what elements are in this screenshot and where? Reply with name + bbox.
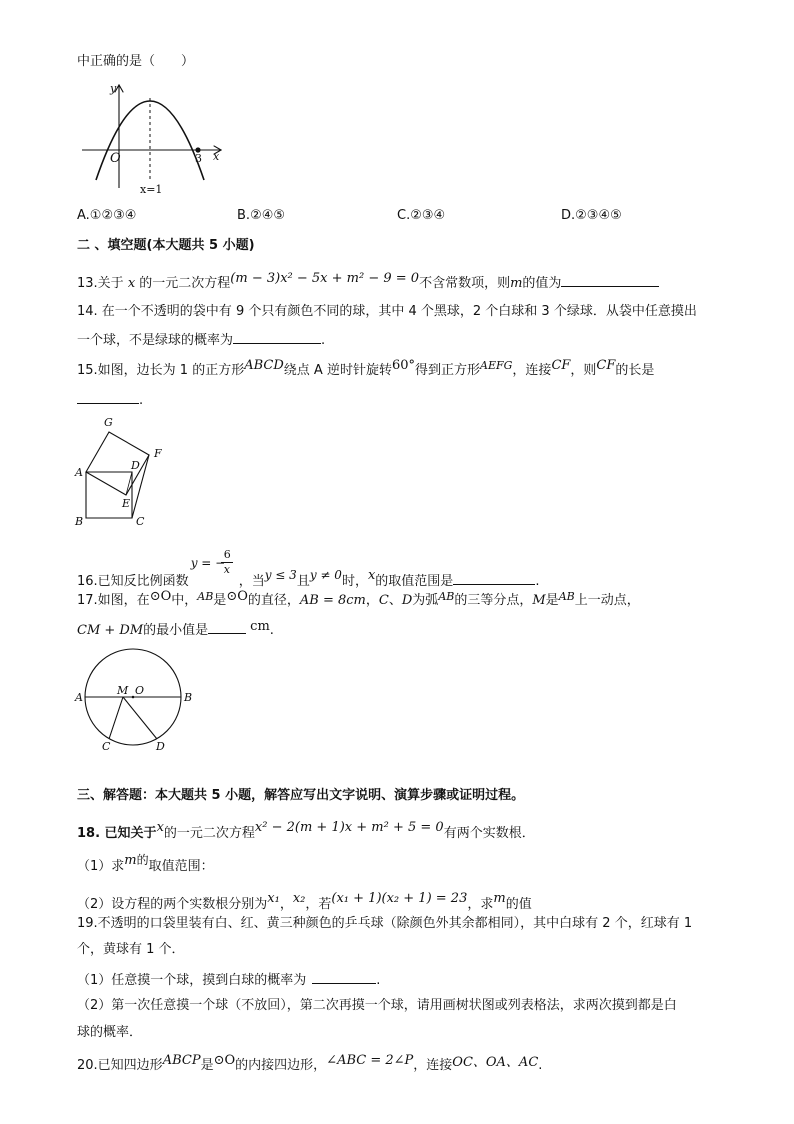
q19-end: . — [376, 973, 381, 988]
q18-text: 的一元二次方程 — [163, 826, 255, 841]
q17-ab: AB — [438, 590, 455, 603]
q18-sub2 — [77, 891, 532, 914]
q16-var-x: x — [367, 568, 376, 583]
label-c: C — [136, 515, 145, 528]
q18-text: （1）求 — [77, 859, 125, 874]
q17-text: 上一动点， — [574, 593, 640, 608]
q17-circle-figure — [72, 640, 202, 755]
q15-square-abcd: ABCD — [244, 358, 284, 373]
q16-text: 且 — [296, 574, 310, 589]
q15-answer-line — [77, 390, 143, 410]
q16-text: ，当 — [238, 574, 265, 589]
q18-var-m: m — [493, 891, 506, 906]
label-a: A — [75, 466, 83, 479]
option-key: D. — [561, 208, 576, 223]
q14-answer-blank[interactable] — [233, 330, 321, 344]
q17-length: AB = 8cm — [299, 593, 366, 608]
q13-var-m: m — [510, 276, 523, 291]
label-m: M — [117, 684, 129, 697]
q13-equation: (m − 3)x² − 5x + m² − 9 = 0 — [230, 271, 420, 286]
q19-sub2-line1: （2）第一次任意摸一个球（不放回），第二次再摸一个球，请用画树状图或列表格法，求两次摸到都是白 — [77, 998, 677, 1013]
q16-stem — [77, 548, 540, 591]
label-a: A — [75, 691, 83, 704]
q13-text: 的值为 — [522, 276, 562, 291]
option-text: ②③④⑤ — [575, 208, 622, 223]
q15-text: 绕点 A 逆时针旋转 — [283, 363, 392, 378]
q12-stem-tail: 中正确的是（ ） — [77, 54, 195, 69]
q15-text: 得到正方形 — [415, 363, 481, 378]
q18-stem — [77, 820, 535, 843]
label-d: D — [156, 740, 165, 753]
q15-segment-cf: CF — [551, 358, 571, 373]
q12-option-b — [237, 207, 285, 225]
q15-text: 的长是 — [615, 363, 655, 378]
segment-md — [123, 697, 157, 739]
q12-option-c — [397, 207, 445, 225]
q19-answer-blank[interactable] — [312, 970, 376, 984]
q18-sub1 — [77, 853, 214, 876]
q15-end: . — [139, 393, 144, 408]
label-y: y — [110, 82, 117, 95]
q17-text: 是 — [213, 593, 227, 608]
q20-condition: ∠ABC = 2∠P — [326, 1053, 414, 1068]
q16-text: 的取值范围是 — [375, 574, 454, 589]
q12-option-a — [77, 207, 136, 225]
q18-text: 的值 — [505, 897, 532, 912]
q17-text: 17.如图，在 — [77, 593, 150, 608]
q14-text: 一个球，不是绿球的概率为 — [77, 333, 234, 348]
q18-text: 有两个实数根． — [443, 826, 535, 841]
q18-equation: x² − 2(m + 1)x + m² + 5 = 0 — [254, 820, 444, 835]
label-origin: O — [110, 151, 121, 166]
q17-circle: ⊙O — [149, 589, 172, 604]
q17-text: 的最小值是 — [143, 623, 209, 638]
q20-text: 的内接四边形， — [235, 1058, 327, 1073]
q18-root-x1: x₁ — [267, 891, 280, 906]
q17-stem-line1 — [77, 589, 640, 610]
label-o: O — [135, 684, 145, 697]
q13-text: 不含常数项，则 — [419, 276, 511, 291]
q18-text: ，求 — [467, 897, 494, 912]
segment-dc-detail — [126, 472, 132, 495]
q19-line1: 19.不透明的口袋里装有白、红、黄三种颜色的乒乓球（除颜色外其余都相同），其中白球有 2 个，红球有 1 — [77, 916, 693, 931]
q16-condition2: y ≠ 0 — [309, 568, 342, 582]
center-dot — [132, 696, 135, 699]
q17-point-c: C — [378, 593, 389, 608]
q15-text: ，连接 — [512, 363, 552, 378]
q14-line2 — [77, 330, 325, 350]
label-c: C — [102, 740, 111, 753]
q17-text: 是 — [545, 593, 559, 608]
q12-option-d — [561, 207, 622, 225]
q17-stem-line2 — [77, 620, 274, 640]
option-text: ①②③④ — [89, 208, 137, 223]
q18-root-x2: x₂ — [292, 891, 306, 906]
q16-numerator: 6 — [223, 548, 231, 561]
q16-func-lhs: y = − — [190, 556, 226, 570]
label-f: F — [154, 447, 162, 460]
q18-text: （2）设方程的两个实数根分别为 — [77, 897, 268, 912]
option-key: B. — [237, 208, 251, 223]
q20-text: ，连接 — [413, 1058, 453, 1073]
option-text: ②③④ — [410, 208, 446, 223]
section-heading-fill-in: 二 、填空题(本大题共 5 小题) — [77, 238, 255, 253]
q15-square-figure — [72, 412, 172, 530]
label-e: E — [122, 497, 131, 510]
q18-text: ，若 — [305, 897, 332, 912]
q17-end: . — [269, 623, 274, 638]
q17-point-m: M — [532, 593, 546, 608]
q17-text: ， — [365, 593, 379, 608]
label-b: B — [75, 515, 84, 528]
q20-text: 是 — [200, 1058, 214, 1073]
q13-stem — [77, 273, 659, 293]
q17-ab: AB — [558, 590, 575, 603]
option-key: C. — [397, 208, 411, 223]
q20-end: . — [538, 1058, 543, 1073]
q17-text: 中， — [171, 593, 198, 608]
q15-square-aefg: AEFG — [480, 359, 513, 372]
label-three: 3 — [195, 152, 202, 165]
q15-text: 15.如图，边长为 1 的正方形 — [77, 363, 245, 378]
q17-text: 的三等分点， — [454, 593, 533, 608]
q17-text: 的直径， — [247, 593, 300, 608]
q13-answer-blank[interactable] — [561, 273, 659, 287]
q20-text: 20.已知四边形 — [77, 1058, 163, 1073]
q20-circle: ⊙O — [213, 1053, 236, 1068]
q16-end: . — [535, 574, 540, 589]
q19-line2: 个，黄球有 1 个． — [77, 942, 185, 957]
q16-text: 时， — [341, 574, 368, 589]
option-text: ②④⑤ — [250, 208, 286, 223]
q16-text: 16.已知反比例函数 — [77, 574, 189, 589]
q15-angle: 60° — [391, 358, 415, 373]
label-g: G — [104, 416, 113, 429]
q16-answer-blank[interactable] — [453, 571, 535, 585]
label-axis: x=1 — [140, 183, 163, 196]
q20-quadrilateral: ABCP — [162, 1053, 201, 1068]
q17-ab: AB — [197, 590, 214, 603]
q17-point-d: D — [401, 593, 413, 608]
q19-sub2-line2: 球的概率． — [77, 1025, 143, 1040]
q14-line1: 14. 在一个不透明的袋中有 9 个只有颜色不同的球，其中 4 个黑球，2 个白球和 3 个绿球．从袋中任意摸出 — [77, 304, 697, 319]
q19-text: （1）任意摸一个球，摸到白球的概率为 — [77, 973, 307, 988]
q18-condition: (x₁ + 1)(x₂ + 1) = 23 — [331, 891, 468, 906]
q18-text: 18. 已知关于 — [77, 826, 157, 841]
q16-denominator: x — [223, 563, 230, 576]
q14-end: . — [321, 333, 326, 348]
section-heading-answer: 三、解答题：本大题共 5 小题，解答应写出文字说明、演算步骤或证明过程。 — [77, 788, 525, 803]
label-d: D — [131, 459, 140, 472]
label-b: B — [184, 691, 193, 704]
q18-var-x: x — [156, 820, 164, 835]
q17-circle: ⊙O — [226, 589, 248, 604]
q17-text: 为弧 — [412, 593, 439, 608]
q17-answer-blank[interactable] — [208, 620, 246, 634]
label-x: x — [213, 150, 220, 163]
q13-text: 的一元二次方程 — [135, 276, 231, 291]
q15-text: ，则 — [570, 363, 597, 378]
q15-segment-cf: CF — [596, 358, 616, 373]
q18-text: 的 — [136, 853, 149, 867]
q16-condition1: y ≤ 3 — [264, 568, 297, 582]
q15-stem — [77, 358, 655, 380]
option-key: A. — [77, 208, 90, 223]
q18-text: ， — [279, 897, 293, 912]
q20-segments: OC、OA、AC — [452, 1055, 539, 1070]
q20-stem — [77, 1053, 543, 1075]
q13-var-x: x — [127, 276, 136, 291]
q15-answer-blank[interactable] — [77, 390, 139, 404]
q13-text: 13.关于 — [77, 276, 128, 291]
q18-var-m: m — [124, 853, 137, 868]
q12-parabola-graph — [80, 80, 230, 200]
q17-expression: CM + DM — [77, 623, 144, 638]
segment-mc — [109, 697, 123, 739]
q18-text: 取值范围： — [148, 859, 214, 874]
q16-function — [189, 548, 239, 585]
q17-text: 、 — [388, 593, 402, 608]
q17-unit: cm — [250, 619, 270, 634]
q19-sub1 — [77, 970, 380, 990]
